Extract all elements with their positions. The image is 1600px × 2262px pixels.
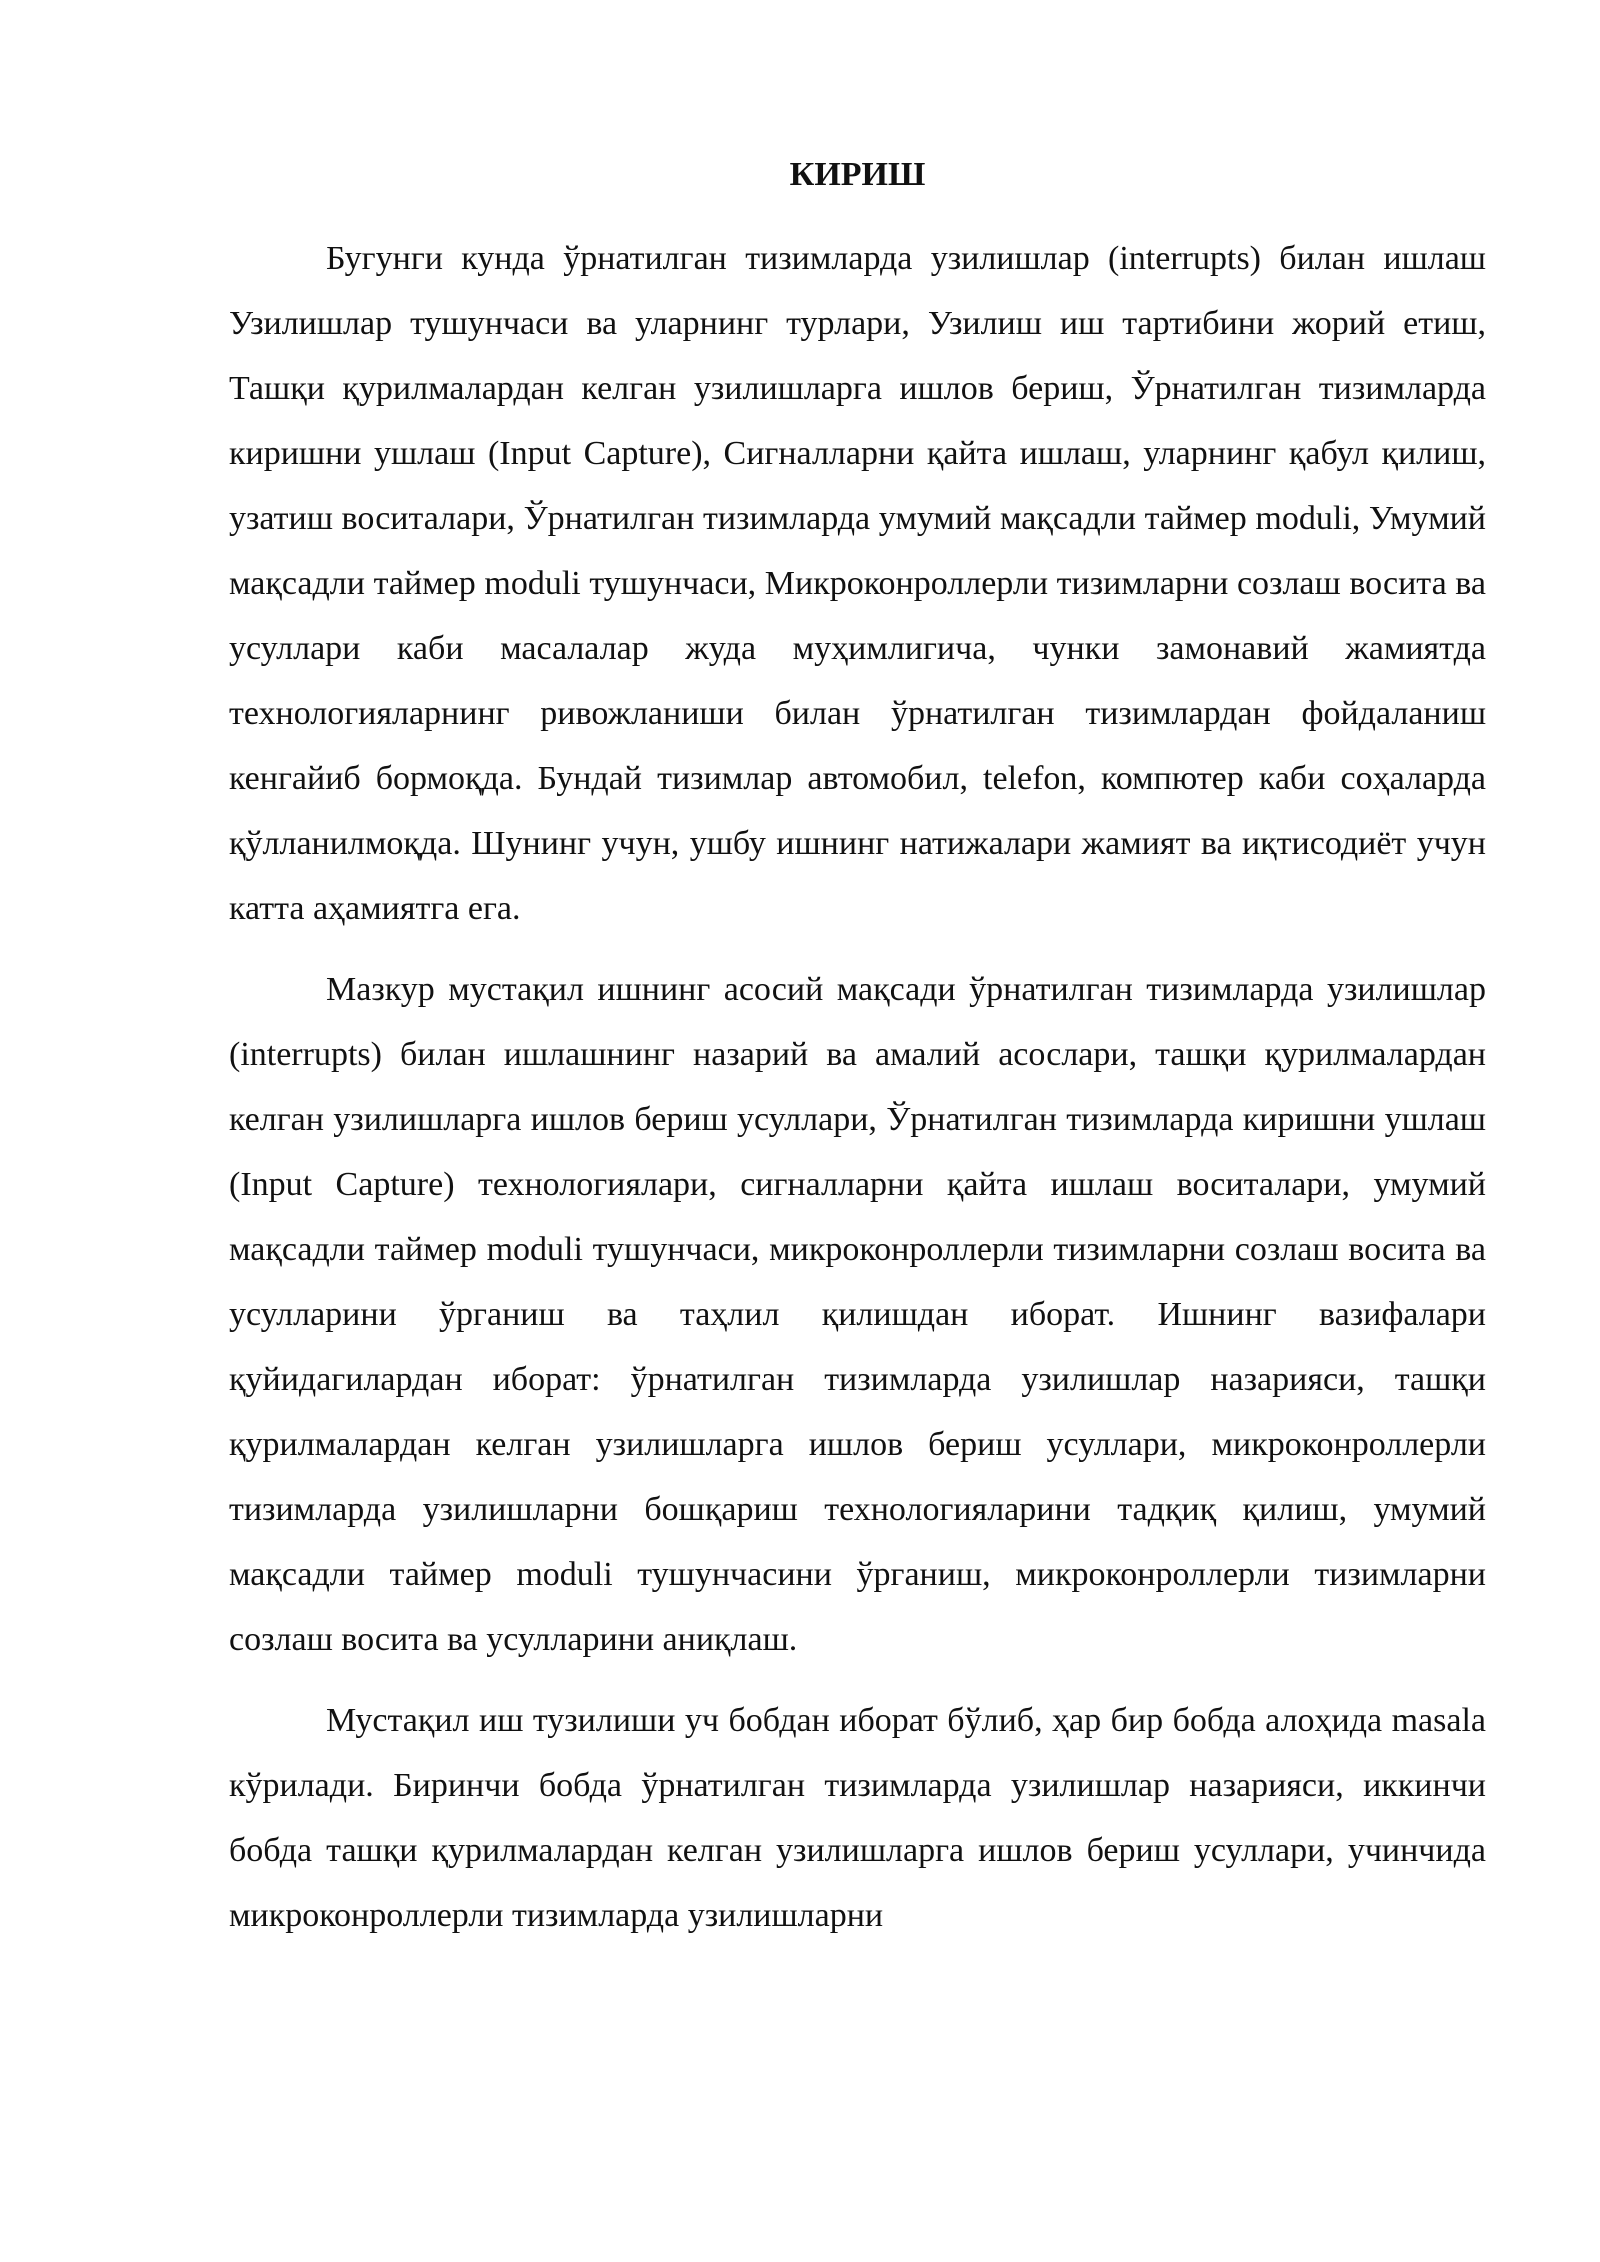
paragraph-2: Мазкур мустақил ишнинг асосий мақсади ўрнатилган тизимларда узилишлар (interrupts) билан ишлашнинг назарий ва амалий асослари, ташқи қурилмалардан келган узилишларга ишлов бериш усуллари, Ўрнатилган тизимларда киришни ушлаш (Input Capture) технологиялари, сигналларни қайта ишлаш воситалари, умумий мақсадли таймер moduli тушунчаси, микроконроллерли тизимларни созлаш восита ва усулларини ўрганиш ва таҳлил қилишдан иборат. Ишнинг вазифалари қуйидагилардан иборат: ўрнатилган тизимларда узилишлар назарияси, ташқи қурилмалардан келган узилишларга ишлов бериш усуллари, микроконроллерли тизимларда узилишларни бошқариш технологияларини тадқиқ қилиш, умумий мақсадли таймер moduli тушунчасини ўрганиш, микроконроллерли тизимларни созлаш восита ва усулларини аниқлаш. [229, 971, 1486, 1658]
document-title: КИРИШ [789, 156, 926, 193]
document-page [229, 150, 1486, 1964]
paragraph-3: Мустақил иш тузилиши уч бобдан иборат бўлиб, ҳар бир бобда алоҳида masala кўрилади. Биринчи бобда ўрнатилган тизимларда узилишлар назарияси, иккинчи бобда ташқи қурилмалардан келган узилишларга ишлов бериш усуллари, учинчида микроконроллерли тизимларда узилишларни [229, 1702, 1486, 1934]
paragraph-1: Бугунги кунда ўрнатилган тизимларда узилишлар (interrupts) билан ишлаш Узилишлар тушунчаси ва уларнинг турлари, Узилиш иш тартибини жорий етиш, Ташқи қурилмалардан келган узилишларга ишлов бериш, Ўрнатилган тизимларда киришни ушлаш (Input Capture), Сигналларни қайта ишлаш, уларнинг қабул қилиш, узатиш воситалари, Ўрнатилган тизимларда умумий мақсадли таймер moduli, Умумий мақсадли таймер moduli тушунчаси, Микроконроллерли тизимларни созлаш восита ва усуллари каби масалалар жуда муҳимлигича, чунки замонавий жамиятда технологияларнинг ривожланиши билан ўрнатилган тизимлардан фойдаланиш кенгайиб бормоқда. Бундай тизимлар автомобил, telefon, компютер каби соҳаларда қўлланилмоқда. Шунинг учун, ушбу ишнинг натижалари жамият ва иқтисодиёт учун катта аҳамиятга ега. [229, 240, 1486, 927]
